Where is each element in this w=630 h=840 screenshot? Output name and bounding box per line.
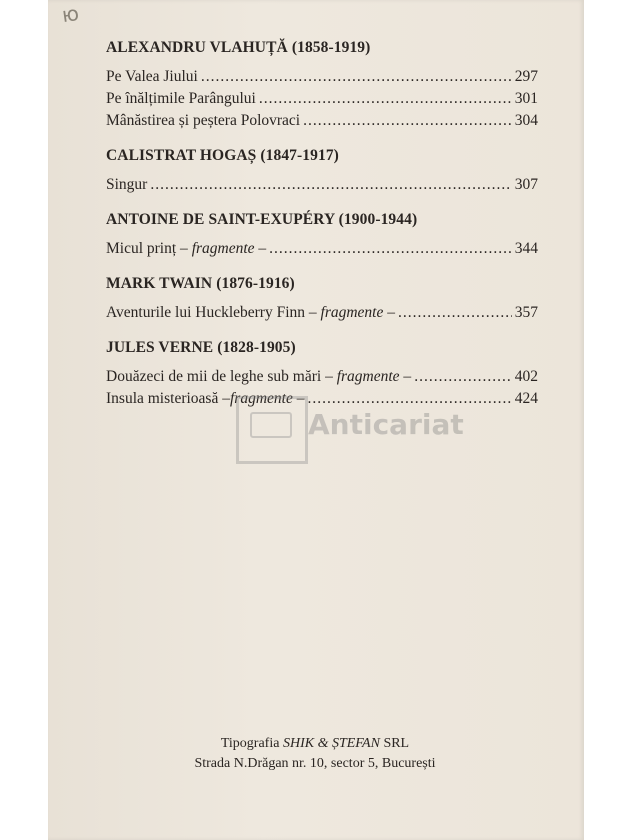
section-author bbox=[106, 338, 538, 358]
entry-title-text: Douăzeci de mii de leghe sub mări – bbox=[106, 368, 337, 385]
entry-fragment-note: fragmente – bbox=[191, 240, 267, 257]
entry-fragment-note: fragmente – bbox=[320, 304, 395, 321]
section-author bbox=[106, 210, 538, 230]
printer-suffix: SRL bbox=[379, 736, 410, 751]
section-author bbox=[106, 146, 538, 166]
author-name: JULES VERNE bbox=[106, 339, 214, 356]
section-author bbox=[106, 274, 538, 294]
entry-title-text: Insula misterioasă – bbox=[106, 390, 230, 407]
dot-leader bbox=[259, 88, 512, 110]
entry-page-number: 357 bbox=[514, 304, 538, 321]
toc-section-verne bbox=[106, 338, 538, 410]
author-years: (1858-1919) bbox=[291, 39, 371, 56]
printer-address: Strada N.Drăgan nr. 10, sector 5, București bbox=[194, 756, 436, 771]
dot-leader bbox=[307, 388, 511, 410]
author-years: (1847-1917) bbox=[260, 147, 339, 164]
entry-fragment-note: fragmente – bbox=[229, 390, 305, 407]
table-of-contents bbox=[106, 38, 538, 424]
watermark-text: Anticariat bbox=[308, 408, 464, 441]
section-author bbox=[106, 38, 538, 58]
entry-title bbox=[106, 302, 395, 324]
entry-title bbox=[106, 366, 411, 388]
entry-page-number: 304 bbox=[514, 112, 538, 129]
toc-section-vlahuta bbox=[106, 38, 538, 132]
dot-leader bbox=[414, 366, 512, 388]
toc-entry bbox=[106, 366, 538, 388]
entry-page-number: 344 bbox=[514, 240, 538, 257]
author-years: (1828-1905) bbox=[217, 339, 296, 356]
entry-title: Pe Valea Jiului bbox=[106, 68, 198, 85]
author-name: CALISTRAT HOGAȘ bbox=[106, 147, 257, 164]
toc-section-twain bbox=[106, 274, 538, 324]
entry-title: Mânăstirea și peștera Polovraci bbox=[106, 112, 301, 129]
toc-section-saint-exupery bbox=[106, 210, 538, 260]
toc-entry bbox=[106, 88, 538, 110]
entry-title: Singur bbox=[106, 176, 148, 193]
toc-entry bbox=[106, 110, 538, 132]
entry-title bbox=[106, 238, 266, 260]
dot-leader bbox=[269, 238, 512, 260]
author-name: ALEXANDRU VLAHUȚĂ bbox=[106, 39, 288, 56]
author-name: ANTOINE DE SAINT-EXUPÉRY bbox=[106, 211, 335, 228]
entry-title-text: Micul prinț – bbox=[106, 240, 192, 257]
entry-page-number: 402 bbox=[514, 368, 538, 385]
toc-section-hogas bbox=[106, 146, 538, 196]
printer-prefix: Tipografia bbox=[220, 736, 283, 751]
toc-entry bbox=[106, 388, 538, 410]
toc-entry bbox=[106, 174, 538, 196]
entry-title-text: Aventurile lui Huckleberry Finn – bbox=[106, 304, 321, 321]
printer-name: SHIK & ȘTEFAN bbox=[282, 736, 380, 751]
printer-line bbox=[0, 734, 630, 754]
colophon bbox=[0, 734, 630, 774]
entry-page-number: 424 bbox=[514, 390, 538, 407]
toc-entry bbox=[106, 66, 538, 88]
dot-leader bbox=[150, 174, 511, 196]
entry-fragment-note: fragmente – bbox=[336, 368, 412, 385]
toc-entry bbox=[106, 238, 538, 260]
entry-title bbox=[106, 388, 304, 410]
author-name: MARK TWAIN bbox=[106, 275, 213, 292]
dot-leader bbox=[303, 110, 512, 132]
entry-page-number: 297 bbox=[514, 68, 538, 85]
entry-page-number: 301 bbox=[514, 90, 538, 107]
author-years: (1876-1916) bbox=[216, 275, 295, 292]
pencil-annotation: ю bbox=[60, 0, 81, 28]
entry-title: Pe înălțimile Parângului bbox=[106, 90, 256, 107]
entry-page-number: 307 bbox=[514, 176, 538, 193]
dot-leader bbox=[201, 66, 512, 88]
author-years: (1900-1944) bbox=[338, 211, 418, 228]
dot-leader bbox=[398, 302, 512, 324]
toc-entry bbox=[106, 302, 538, 324]
